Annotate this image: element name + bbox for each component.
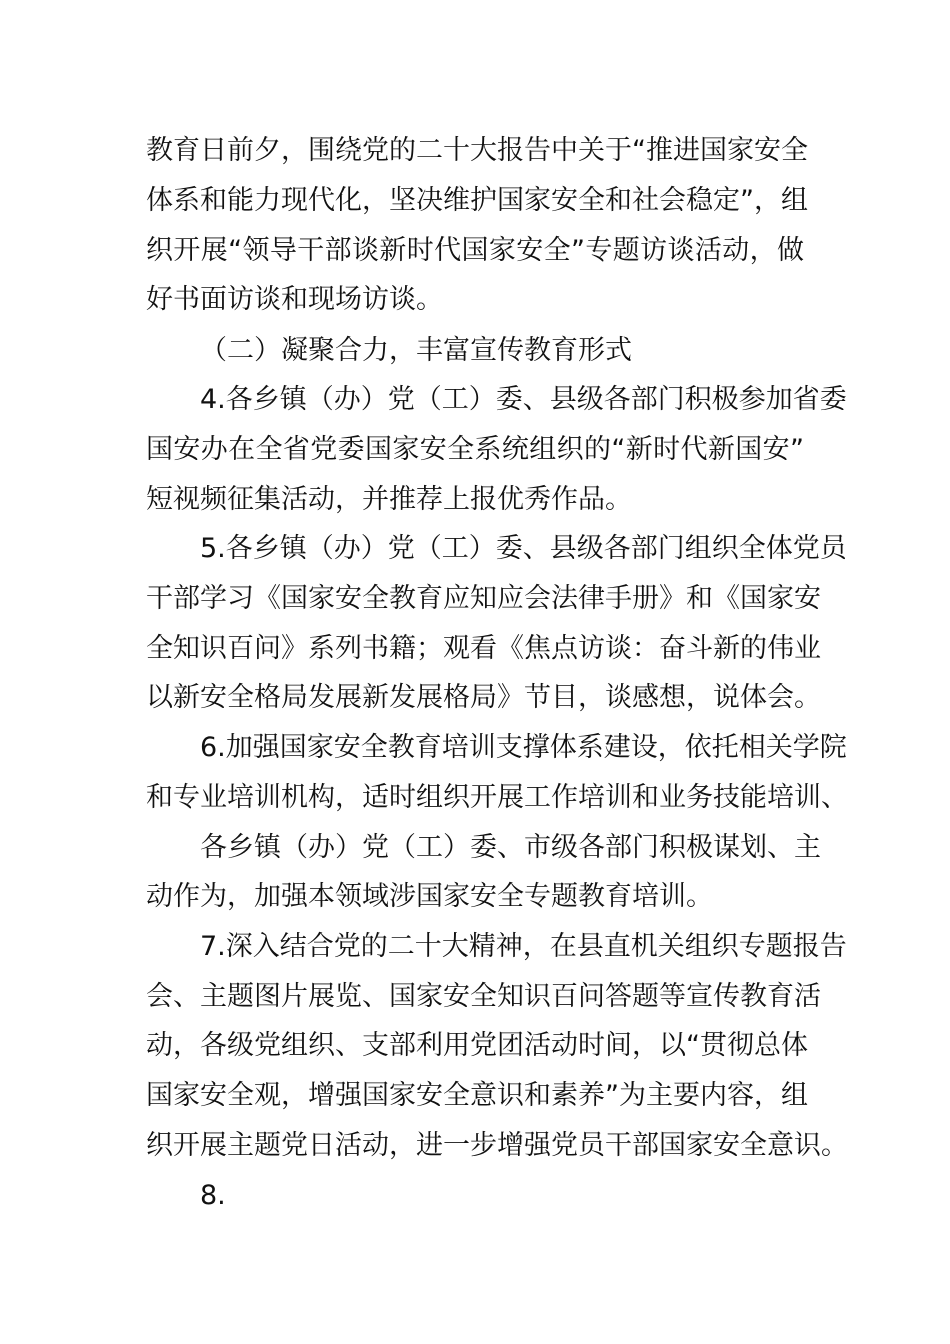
text-line: 动作为，加强本领域涉国家安全专题教育培训。 <box>146 881 713 912</box>
text-line: 短视频征集活动，并推荐上报优秀作品。 <box>146 484 632 515</box>
text-line: 各乡镇（办）党（工）委、市级各部门积极谋划、主 <box>200 832 821 863</box>
text-line: 好书面访谈和现场访谈。 <box>146 284 443 315</box>
text-line: 5.各乡镇（办）党（工）委、县级各部门组织全体党员 <box>200 533 847 564</box>
text-line: 和专业培训机构，适时组织开展工作培训和业务技能培训、 <box>146 782 848 813</box>
text-line: 国家安全观，增强国家安全意识和素养”为主要内容，组 <box>146 1080 808 1111</box>
text-line: 以新安全格局发展新发展格局》节目，谈感想，说体会。 <box>146 682 821 713</box>
text-line: 动，各级党组织、支部利用党团活动时间，以“贯彻总体 <box>146 1030 808 1061</box>
text-line: 织开展主题党日活动，进一步增强党员干部国家安全意识。 <box>146 1130 848 1161</box>
text-line: 织开展“领导干部谈新时代国家安全”专题访谈活动，做 <box>146 235 804 266</box>
text-line: 全知识百问》系列书籍；观看《焦点访谈：奋斗新的伟业 <box>146 633 821 664</box>
text-line: 国安办在全省党委国家安全系统组织的“新时代新国安” <box>146 434 804 465</box>
text-line: 7.深入结合党的二十大精神，在县直机关组织专题报告 <box>200 931 847 962</box>
text-line: 6.加强国家安全教育培训支撑体系建设，依托相关学院 <box>200 732 847 763</box>
text-line: 教育日前夕，围绕党的二十大报告中关于“推进国家安全 <box>146 135 808 166</box>
text-line: 4.各乡镇（办）党（工）委、县级各部门积极参加省委 <box>200 384 847 415</box>
section-heading: （二）凝聚合力，丰富宣传教育形式 <box>200 335 632 366</box>
text-line: 干部学习《国家安全教育应知应会法律手册》和《国家安 <box>146 583 821 614</box>
text-line: 体系和能力现代化，坚决维护国家安全和社会稳定”，组 <box>146 185 808 216</box>
text-line: 会、主题图片展览、国家安全知识百问答题等宣传教育活 <box>146 981 821 1012</box>
text-line: 8. <box>200 1180 226 1211</box>
